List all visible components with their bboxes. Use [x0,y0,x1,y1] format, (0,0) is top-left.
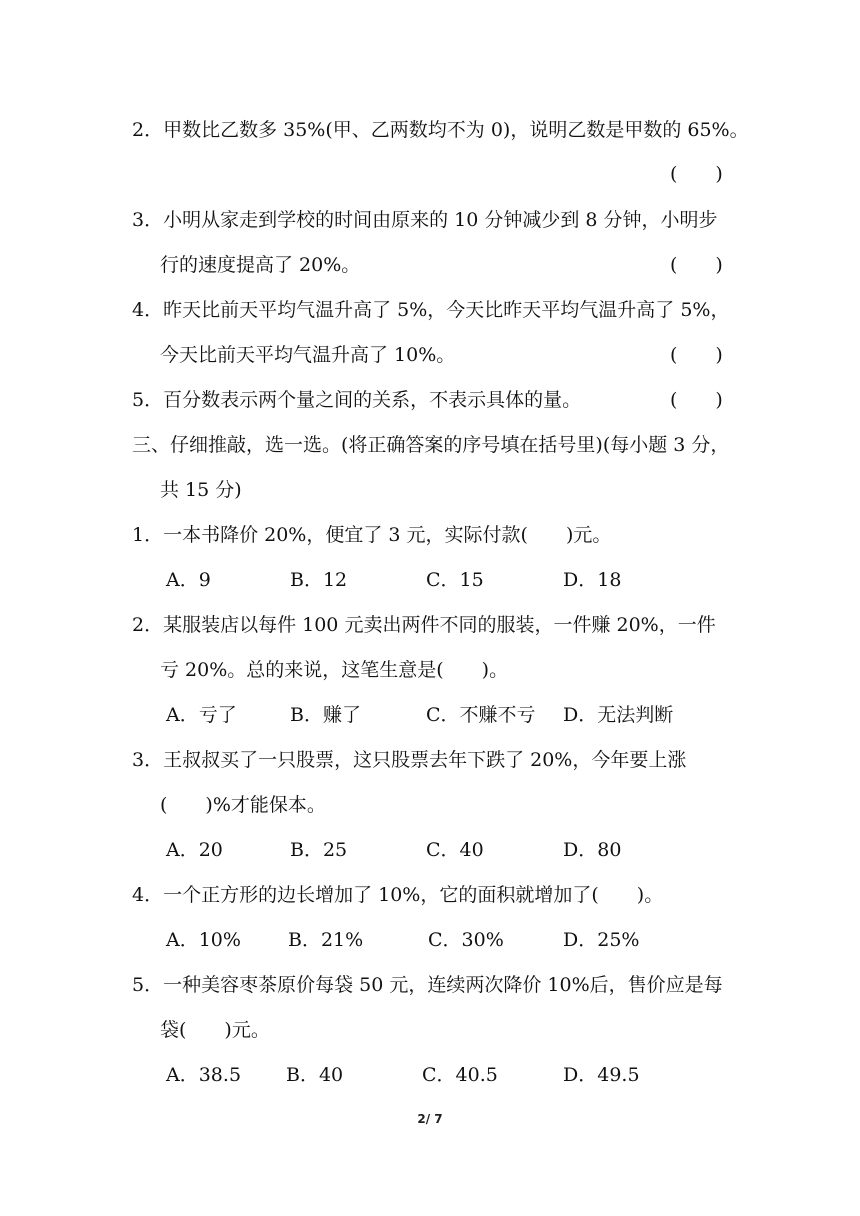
page-number: 2/ 7 [417,1112,443,1126]
option-c[interactable]: C．15 [426,569,484,591]
question-text-continued: ( )%才能保本。 [160,794,326,816]
question-text-continued: 今天比前天平均气温升高了 10%。 [160,344,456,366]
question-text-continued: 行的速度提高了 20%。 [160,254,361,276]
option-d[interactable]: D．49.5 [563,1064,640,1086]
question-number: 4． [132,884,164,906]
question-text: 昨天比前天平均气温升高了 5%，今天比昨天平均气温升高了 5%， [163,299,730,321]
question-text: 王叔叔买了一只股票，这只股票去年下跌了 20%，今年要上涨 [163,749,687,771]
option-d[interactable]: D．无法判断 [563,704,674,726]
answer-bracket[interactable]: ( ) [670,389,723,411]
answer-bracket[interactable]: ( ) [670,344,723,366]
option-d[interactable]: D．18 [563,569,622,591]
question-number: 3． [132,749,164,771]
choice-question-4 [132,883,663,907]
question-number: 3． [132,209,164,231]
question-text: 某服装店以每件 100 元卖出两件不同的服装，一件赚 20%，一件 [163,614,716,636]
option-a[interactable]: A．10% [166,929,241,951]
option-b[interactable]: B．21% [288,929,364,951]
section-heading-continued: 共 15 分) [160,479,242,501]
option-c[interactable]: C．不赚不亏 [426,704,536,726]
question-text-continued: 亏 20%。总的来说，这笔生意是( )。 [160,659,509,681]
judge-question-4 [132,298,729,322]
judge-question-5 [132,388,581,412]
question-text: 百分数表示两个量之间的关系，不表示具体的量。 [163,389,582,411]
question-number: 2． [132,614,164,636]
choice-question-1 [132,523,611,547]
answer-bracket[interactable]: ( ) [670,254,723,276]
option-b[interactable]: B．赚了 [290,704,361,726]
question-number: 1． [132,524,164,546]
question-number: 4． [132,299,164,321]
option-c[interactable]: C．40 [426,839,484,861]
judge-question-2 [132,118,749,142]
question-text: 一本书降价 20%，便宜了 3 元，实际付款( )元。 [163,524,612,546]
question-number: 5． [132,389,164,411]
question-text: 一种美容枣茶原价每袋 50 元，连续两次降价 10%后，售价应是每 [163,974,723,996]
option-a[interactable]: A．38.5 [166,1064,242,1086]
option-b[interactable]: B．40 [286,1064,344,1086]
judge-question-3 [132,208,718,232]
option-a[interactable]: A．亏了 [166,704,237,726]
option-c[interactable]: C．40.5 [422,1064,498,1086]
choice-question-3 [132,748,686,772]
section-heading: 三、仔细推敲，选一选。(将正确答案的序号填在括号里)(每小题 3 分， [132,434,730,456]
option-b[interactable]: B．25 [290,839,348,861]
option-b[interactable]: B．12 [290,569,348,591]
question-text-continued: 袋( )元。 [160,1019,270,1041]
question-number: 2． [132,119,164,141]
answer-bracket[interactable]: ( ) [670,163,723,185]
option-a[interactable]: A．20 [166,839,223,861]
question-text: 小明从家走到学校的时间由原来的 10 分钟减少到 8 分钟，小明步 [163,209,718,231]
question-text: 甲数比乙数多 35%(甲、乙两数均不为 0)，说明乙数是甲数的 65%。 [163,119,749,141]
question-number: 5． [132,974,164,996]
option-d[interactable]: D．80 [563,839,622,861]
option-c[interactable]: C．30% [428,929,504,951]
choice-question-5 [132,973,723,997]
option-d[interactable]: D．25% [563,929,640,951]
choice-question-2 [132,613,716,637]
option-a[interactable]: A．9 [166,569,211,591]
question-text: 一个正方形的边长增加了 10%，它的面积就增加了( )。 [163,884,664,906]
